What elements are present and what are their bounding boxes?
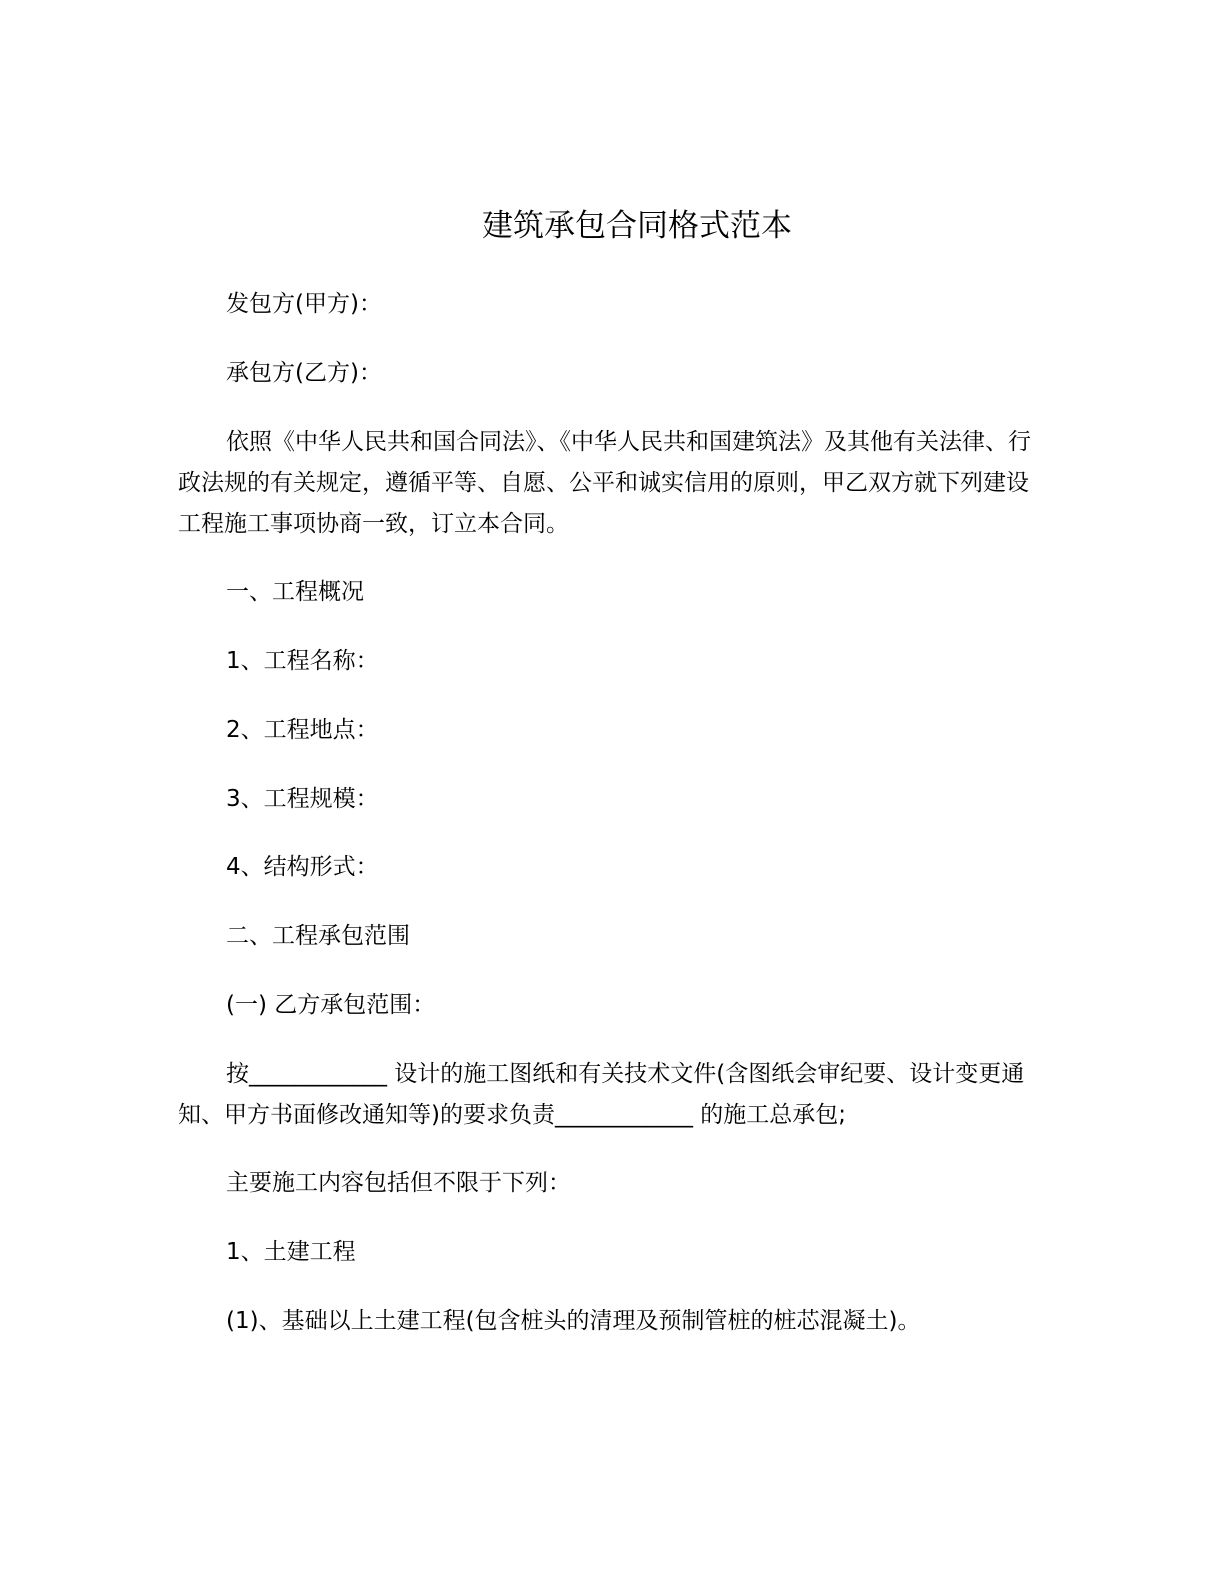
- structure-form-line: 4、结构形式：: [226, 854, 379, 880]
- document-title: 建筑承包合同格式范本: [482, 208, 792, 244]
- project-name-line: 1、工程名称：: [226, 648, 379, 674]
- project-scale-line: 3、工程规模：: [226, 786, 379, 812]
- foundation-works-line: (1)、基础以上土建工程(包含桩头的清理及预制管桩的桩芯混凝土)。: [226, 1308, 921, 1334]
- party-a-line: 发包方(甲方)：: [226, 291, 382, 317]
- section-heading-1: 一、工程概况: [226, 579, 364, 605]
- subsection-heading: (一) 乙方承包范围：: [226, 992, 436, 1018]
- party-b-line: 承包方(乙方)：: [226, 360, 382, 386]
- scope-paragraph: 按____________ 设计的施工图纸和有关技术文件(含图纸会审纪要、设计变更通知、甲方书面修改通知等)的要求负责____________ 的施工总承包;: [178, 1061, 1025, 1128]
- civil-works-line: 1、土建工程: [226, 1239, 356, 1265]
- section-heading-2: 二、工程承包范围: [226, 923, 410, 949]
- preamble-paragraph: 依照《中华人民共和国合同法》、《中华人民共和国建筑法》及其他有关法律、行政法规的有关规定，遵循平等、自愿、公平和诚实信用的原则，甲乙双方就下列建设工程施工事项协商一致，订立本合同。: [178, 429, 1031, 537]
- main-content-line: 主要施工内容包括但不限于下列：: [226, 1170, 571, 1196]
- project-location-line: 2、工程地点：: [226, 717, 379, 743]
